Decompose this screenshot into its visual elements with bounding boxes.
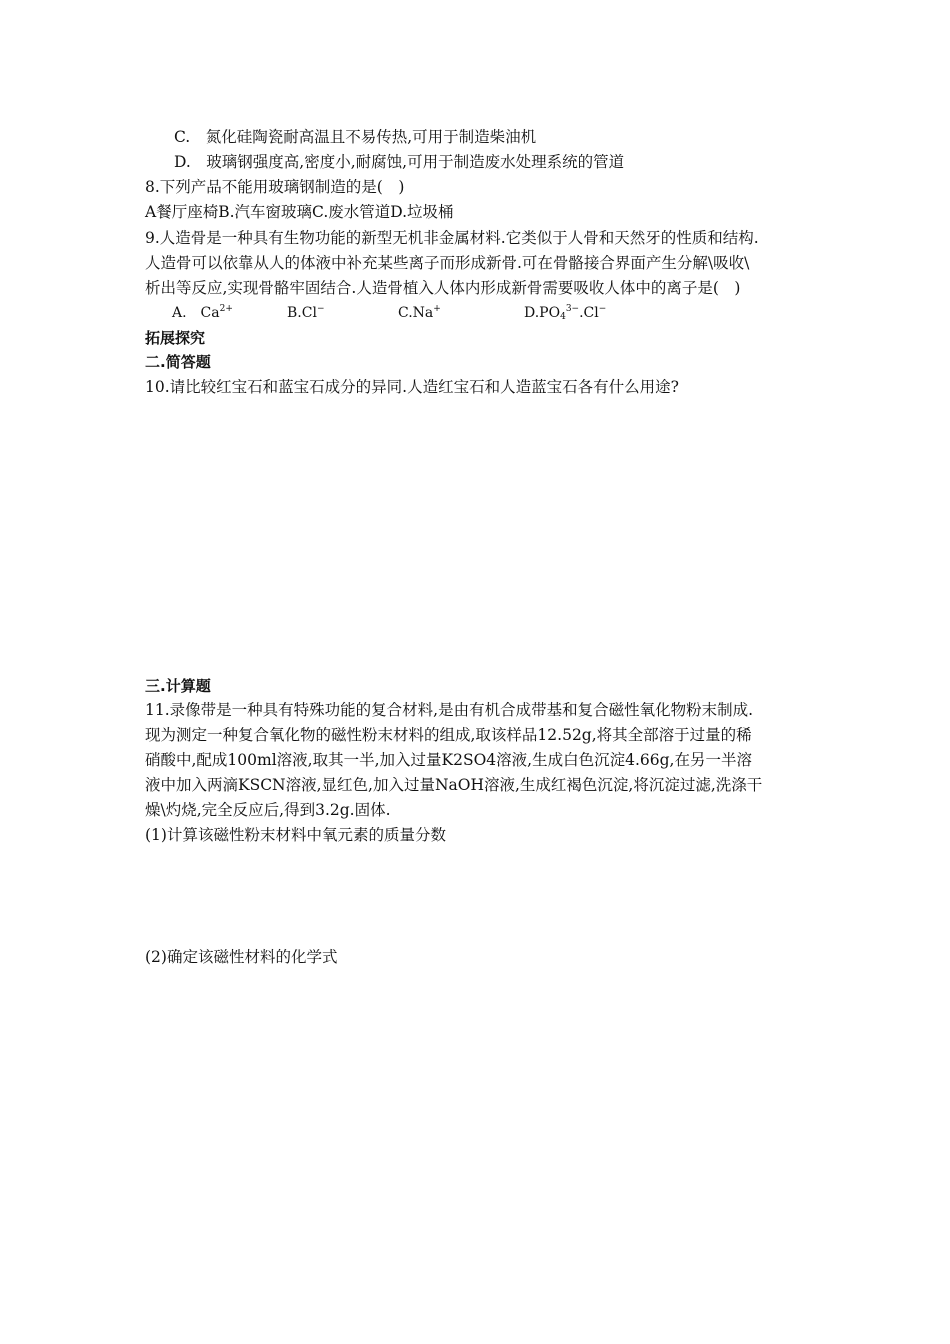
q9-option-a: A. $Ca^{2+}$ <box>172 304 233 321</box>
q9-option-c: C.Na+ <box>398 304 441 321</box>
q11-line-1: 11.录像带是一种具有特殊功能的复合材料,是由有机合成带基和复合磁性氧化物粉末制成. <box>145 701 754 719</box>
q11-line-4: 液中加入两滴KSCN溶液,显红色,加入过量NaOH溶液,生成红褐色沉淀,将沉淀过滤,洗涤干 <box>145 776 763 794</box>
q9-option-b: B.Cl− <box>287 304 325 321</box>
q9-line-2: 人造骨可以依靠从人的体液中补充某些离子而形成新骨.可在骨骼接合界面产生分解\吸收\ <box>145 254 750 272</box>
q11-line-2: 现为测定一种复合氧化物的磁性粉末材料的组成,取该样品12.52g,将其全部溶于过量的稀 <box>145 726 752 744</box>
q11-line-5: 燥\灼烧,完全反应后,得到3.2g.固体. <box>145 801 391 819</box>
q11-part-2: (2)确定该磁性材料的化学式 <box>145 948 338 966</box>
q8-options: A餐厅座椅B.汽车窗玻璃C.废水管道D.垃圾桶 <box>145 203 454 221</box>
q9-line-1: 9.人造骨是一种具有生物功能的新型无机非金属材料.它类似于人骨和天然牙的性质和结构. <box>145 229 759 247</box>
q11-line-3: 硝酸中,配成100ml溶液,取其一半,加入过量K2SO4溶液,生成白色沉淀4.66g,在另一半溶 <box>145 751 752 769</box>
section-calculation-heading: 三.计算题 <box>145 677 211 695</box>
section-extend-heading: 拓展探究 <box>145 329 206 347</box>
q8-stem: 8.下列产品不能用玻璃钢制造的是( ) <box>145 178 405 196</box>
section-short-answer-heading: 二.简答题 <box>145 353 211 371</box>
q9-line-3: 析出等反应,实现骨骼牢固结合.人造骨植入人体内形成新骨需要吸收人体中的离子是( ) <box>145 279 741 297</box>
q10-stem: 10.请比较红宝石和蓝宝石成分的异同.人造红宝石和人造蓝宝石各有什么用途? <box>145 378 679 396</box>
q7-option-c: C. 氮化硅陶瓷耐高温且不易传热,可用于制造柴油机 <box>174 128 537 146</box>
q11-part-1: (1)计算该磁性粉末材料中氧元素的质量分数 <box>145 826 446 844</box>
q9-option-d: $D.PO_4^{3-}.Cl^-$ <box>524 304 607 322</box>
q7-option-d: D. 玻璃钢强度高,密度小,耐腐蚀,可用于制造废水处理系统的管道 <box>174 153 625 171</box>
